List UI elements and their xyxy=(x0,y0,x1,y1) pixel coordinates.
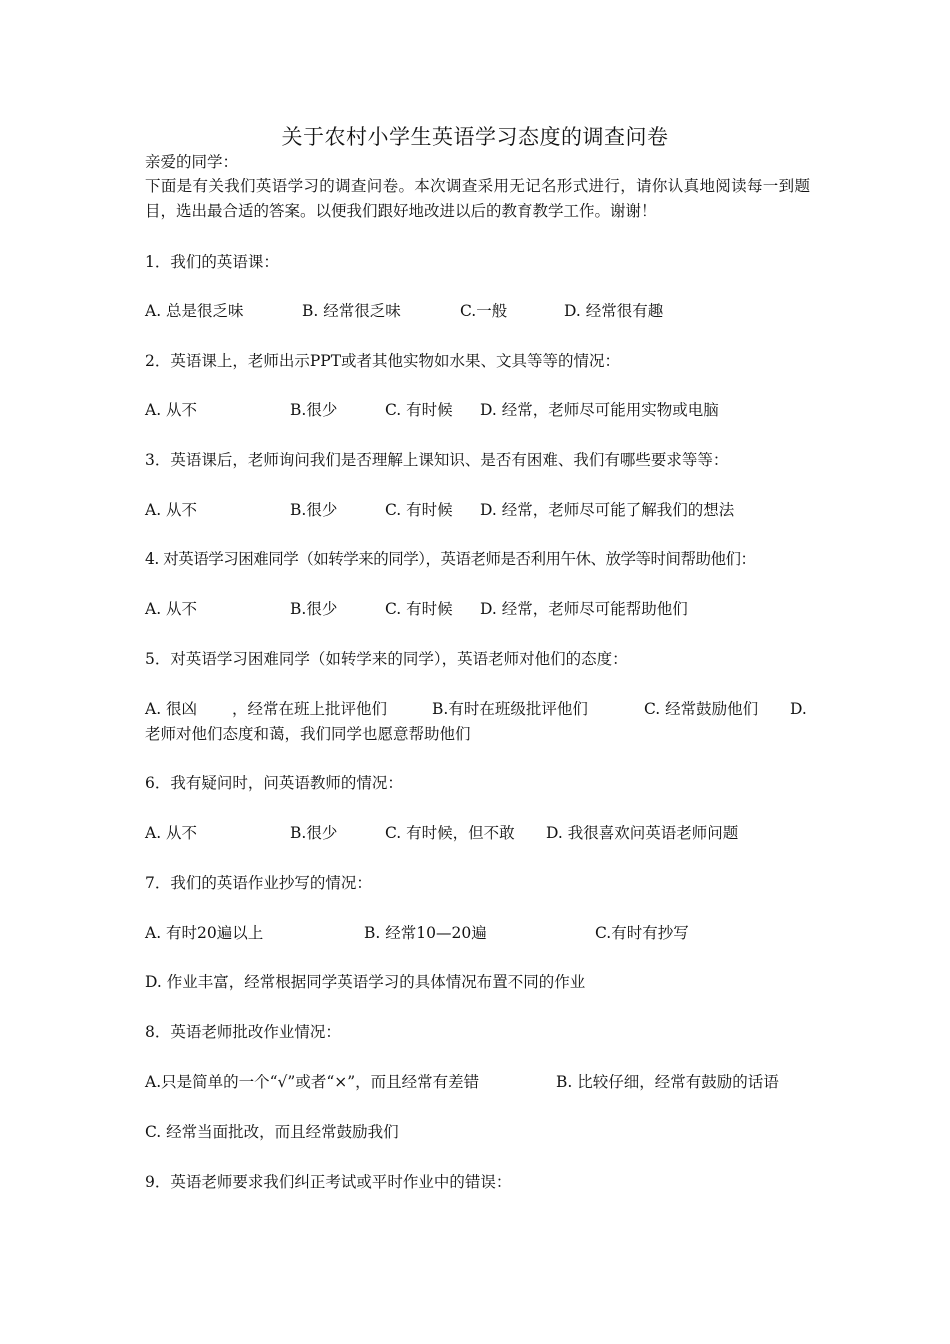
question-8-text: 8．英语老师批改作业情况： xyxy=(145,1023,341,1041)
question-2-text: 2．英语课上，老师出示PPT或者其他实物如水果、文具等等的情况： xyxy=(145,352,621,370)
question-2-option-d[interactable]: D. 经常，老师尽可能用实物或电脑 xyxy=(480,401,719,419)
question-4-option-d[interactable]: D. 经常，老师尽可能帮助他们 xyxy=(480,600,688,618)
question-4-text: 4. 对英语学习困难同学（如转学来的同学），英语老师是否利用午休、放学等时间帮助他们： xyxy=(145,550,756,568)
question-6-option-b[interactable]: B.很少 xyxy=(290,824,338,842)
question-2-option-c[interactable]: C. 有时候 xyxy=(385,401,453,419)
question-6-option-c[interactable]: C. 有时候，但不敢 xyxy=(385,824,515,842)
question-7-option-c[interactable]: C.有时有抄写 xyxy=(595,924,689,942)
question-7-option-d[interactable]: D. 作业丰富，经常根据同学英语学习的具体情况布置不同的作业 xyxy=(145,973,586,991)
question-8-option-a[interactable]: A.只是简单的一个“√”或者“×”，而且经常有差错 xyxy=(145,1073,480,1091)
question-1-option-c[interactable]: C.一般 xyxy=(460,302,508,320)
question-4-option-c[interactable]: C. 有时候 xyxy=(385,600,453,618)
question-4-option-a[interactable]: A. 从不 xyxy=(145,600,198,618)
question-3-option-c[interactable]: C. 有时候 xyxy=(385,501,453,519)
greeting: 亲爱的同学： xyxy=(145,153,239,171)
question-2-option-a[interactable]: A. 从不 xyxy=(145,401,198,419)
question-3-option-d[interactable]: D. 经常，老师尽可能了解我们的想法 xyxy=(480,501,735,519)
question-5-option-c[interactable]: C. 经常鼓励他们 xyxy=(644,700,759,718)
intro-paragraph: 下面是有关我们英语学习的调查问卷。本次调查采用无记名形式进行，请你认真地阅读每一到题目，选出最合适的答案。以便我们跟好地改进以后的教育教学工作。谢谢！ xyxy=(145,177,810,220)
question-4-option-b[interactable]: B.很少 xyxy=(290,600,338,618)
question-6-text: 6．我有疑问时，问英语教师的情况： xyxy=(145,774,403,792)
question-8-option-b[interactable]: B. 比较仔细，经常有鼓励的话语 xyxy=(556,1073,779,1091)
question-7-option-b[interactable]: B. 经常10—20遍 xyxy=(364,924,487,942)
question-7-option-a[interactable]: A. 有时20遍以上 xyxy=(145,924,264,942)
question-5-option-a[interactable]: A. 很凶 xyxy=(145,700,198,718)
question-5-option-d-text: 老师对他们态度和蔼，我们同学也愿意帮助他们 xyxy=(145,725,471,743)
question-3-option-a[interactable]: A. 从不 xyxy=(145,501,198,519)
question-1-option-a[interactable]: A. 总是很乏味 xyxy=(145,302,244,320)
question-9-text: 9．英语老师要求我们纠正考试或平时作业中的错误： xyxy=(145,1173,512,1191)
question-1-option-b[interactable]: B. 经常很乏味 xyxy=(302,302,401,320)
question-8-option-c[interactable]: C. 经常当面批改，而且经常鼓励我们 xyxy=(145,1123,399,1141)
question-2-option-b[interactable]: B.很少 xyxy=(290,401,338,419)
question-7-text: 7．我们的英语作业抄写的情况： xyxy=(145,874,372,892)
document-title: 关于农村小学生英语学习态度的调查问卷 xyxy=(281,125,669,149)
question-6-option-a[interactable]: A. 从不 xyxy=(145,824,198,842)
question-5-option-b[interactable]: B.有时在班级批评他们 xyxy=(432,700,588,718)
question-5-option-a-continued: ，经常在班上批评他们 xyxy=(232,700,388,718)
question-3-text: 3．英语课后，老师询问我们是否理解上课知识、是否有困难、我们有哪些要求等等： xyxy=(145,451,729,469)
question-5-option-d[interactable]: D. xyxy=(790,700,807,718)
question-6-option-d[interactable]: D. 我很喜欢问英语老师问题 xyxy=(546,824,739,842)
question-1-option-d[interactable]: D. 经常很有趣 xyxy=(564,302,664,320)
question-5-text: 5．对英语学习困难同学（如转学来的同学），英语老师对他们的态度： xyxy=(145,650,628,668)
question-3-option-b[interactable]: B.很少 xyxy=(290,501,338,519)
question-1-text: 1．我们的英语课： xyxy=(145,253,279,271)
